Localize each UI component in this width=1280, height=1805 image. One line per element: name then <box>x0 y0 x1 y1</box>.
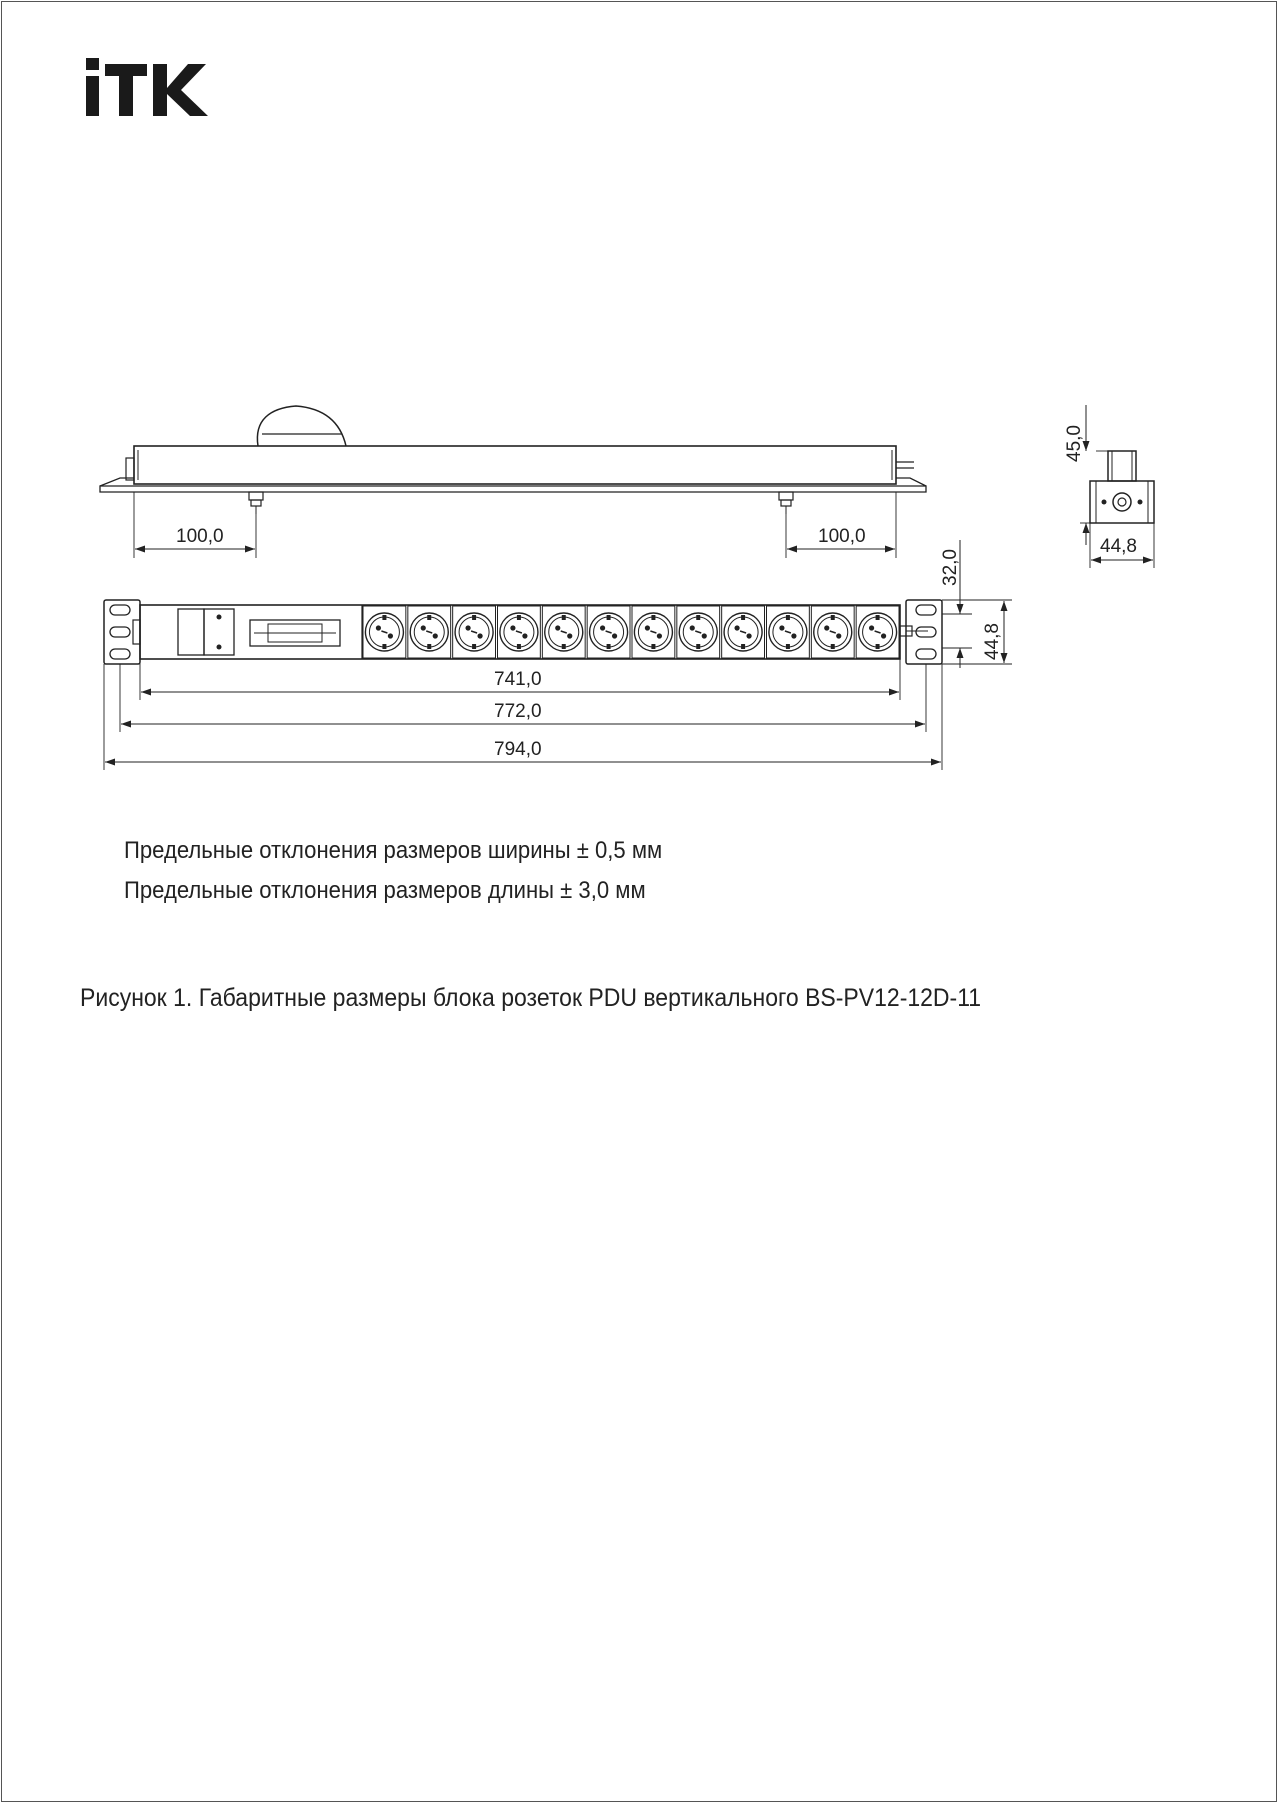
socket <box>722 606 765 658</box>
socket-row <box>363 606 899 658</box>
side-view <box>1064 405 1154 568</box>
width-tolerance-note: Предельные отклонения размеров ширины ± 0,5 мм <box>124 837 663 864</box>
socket <box>677 606 720 658</box>
length-tolerance-note: Предельные отклонения размеров длины ± 3,0 мм <box>124 877 646 904</box>
socket <box>363 606 406 658</box>
top-body <box>134 446 896 484</box>
figure-caption: Рисунок 1. Габаритные размеры блока розеток PDU вертикального BS-PV12-12D-11 <box>80 984 982 1012</box>
socket <box>587 606 630 658</box>
dim-mount-hole-distance: 772,0 <box>494 701 542 722</box>
dim-body-length: 741,0 <box>494 669 542 690</box>
top-knob <box>257 406 346 446</box>
dim-front-height: 44,8 <box>982 623 1003 660</box>
bracket-right-slots <box>916 605 936 659</box>
dim-top-left-offset: 100,0 <box>176 526 224 547</box>
dim-side-width: 44,8 <box>1100 536 1137 557</box>
bracket-left-slots <box>110 605 130 659</box>
dim-top-right-offset: 100,0 <box>818 526 866 547</box>
side-body <box>1090 481 1154 523</box>
breaker-left <box>178 609 204 655</box>
dim-mount-offset: 32,0 <box>940 549 961 586</box>
top-view <box>100 406 926 558</box>
dim-total-height: 45,0 <box>1064 425 1085 462</box>
bolt-left <box>249 492 263 514</box>
bolt-right <box>779 492 793 514</box>
socket <box>498 606 541 658</box>
socket <box>632 606 675 658</box>
socket <box>856 606 899 658</box>
front-view <box>104 540 1012 770</box>
socket <box>767 606 810 658</box>
socket <box>408 606 451 658</box>
socket <box>542 606 585 658</box>
socket <box>811 606 854 658</box>
dim-overall-length: 794,0 <box>494 739 542 760</box>
socket <box>453 606 496 658</box>
